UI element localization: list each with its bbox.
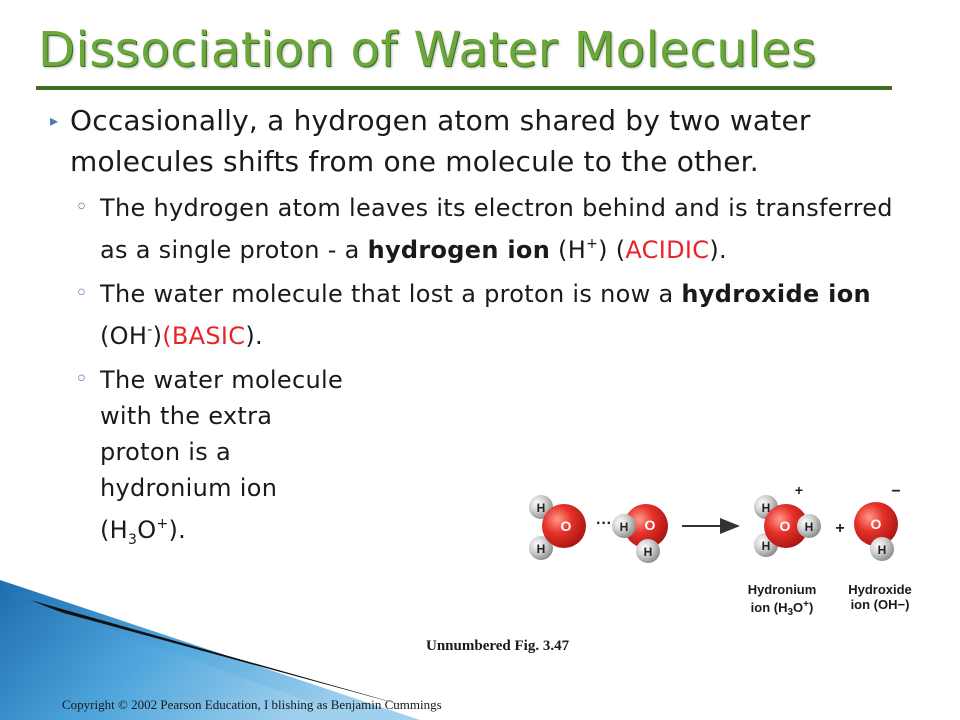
bullet-text: ) [152, 322, 163, 350]
acidic-label: ACIDIC [625, 236, 710, 264]
hydroxide-ion-molecule [854, 483, 901, 561]
term-hydrogen-ion: hydrogen ion [367, 236, 551, 264]
title-underline [36, 86, 892, 90]
bullet-text: ) ( [598, 236, 626, 264]
term-hydroxide-ion: hydroxide ion [681, 280, 871, 308]
atom-label: H [536, 542, 546, 556]
atom-label: H [761, 539, 771, 553]
bullet-body [100, 362, 360, 558]
copyright-footer: Copyright © 2002 Pearson Education, I blishing as Benjamin Cummings [62, 697, 442, 712]
basic-label: (BASIC [162, 322, 246, 350]
bullet-text: ). [245, 322, 263, 350]
atom-label: H [761, 501, 771, 515]
bullet-text: ). [168, 516, 187, 544]
hydronium-label-line2 [740, 597, 824, 620]
atom-label: H [804, 520, 814, 534]
hydronium-label [740, 582, 824, 620]
hydronium-label-line1: Hydronium [747, 582, 817, 597]
bullet-text: Occasionally, a hydrogen atom shared by two water molecules shifts from one molecule to the other. [70, 104, 811, 178]
bullet-level1 [50, 100, 920, 182]
label-text: O [793, 600, 804, 615]
hydroxide-label [838, 582, 922, 612]
bullet-text: O [137, 516, 157, 544]
atom-label: H [643, 545, 653, 559]
atom-label: O [644, 517, 656, 533]
slide-title: Dissociation of Water Molecules [38, 22, 817, 78]
atom-label: O [870, 516, 882, 532]
positive-charge: + [794, 482, 804, 498]
bullet-text: ). [709, 236, 727, 264]
figure-caption: Unnumbered Fig. 3.47 [426, 638, 570, 654]
label-text: ) [809, 600, 814, 615]
circle-bullet-icon: ◦ [75, 281, 89, 306]
atom-label: H [877, 543, 887, 557]
plus-sign: + [835, 520, 845, 537]
bullet-text: The water molecule that lost a proton is now a [100, 280, 682, 308]
superscript: + [586, 236, 599, 252]
bullet-text: The water molecule with the extra proton is a hydronium ion (H [100, 366, 344, 544]
superscript: + [156, 516, 169, 532]
bullet-text: (H [550, 236, 587, 264]
superscript: - [147, 322, 153, 338]
superscript: + [803, 599, 809, 610]
circle-bullet-icon: ◦ [75, 195, 89, 220]
atom-label: H [619, 520, 629, 534]
hydroxide-label-line1: Hydroxide [848, 582, 912, 597]
atom-label: H [536, 501, 546, 515]
water-molecule-2 [612, 504, 668, 563]
triangle-bullet-icon: ▸ [50, 111, 59, 130]
atom-label: O [560, 518, 572, 534]
subscript: 3 [128, 532, 138, 548]
negative-charge: − [891, 483, 901, 500]
label-text: ion (H [750, 600, 788, 615]
hydronium-ion-molecule [754, 482, 821, 557]
water-molecule-1 [529, 495, 586, 560]
hydroxide-label-line2: ion (OH−) [850, 597, 910, 612]
atom-label: O [779, 518, 791, 534]
bullet-text: The hydrogen atom leaves its electron behind and is transferred as a single proton - a [100, 194, 893, 264]
bullet-level2-hydroxide-ion [50, 276, 920, 354]
hydrogen-bond-dots: ··· [596, 515, 612, 532]
bullet-level2-hydronium-ion [50, 362, 360, 558]
circle-bullet-icon: ◦ [75, 367, 89, 392]
bullet-text: (OH [100, 322, 148, 350]
bullet-level2-hydrogen-ion [50, 190, 920, 268]
subscript: 3 [787, 607, 794, 618]
